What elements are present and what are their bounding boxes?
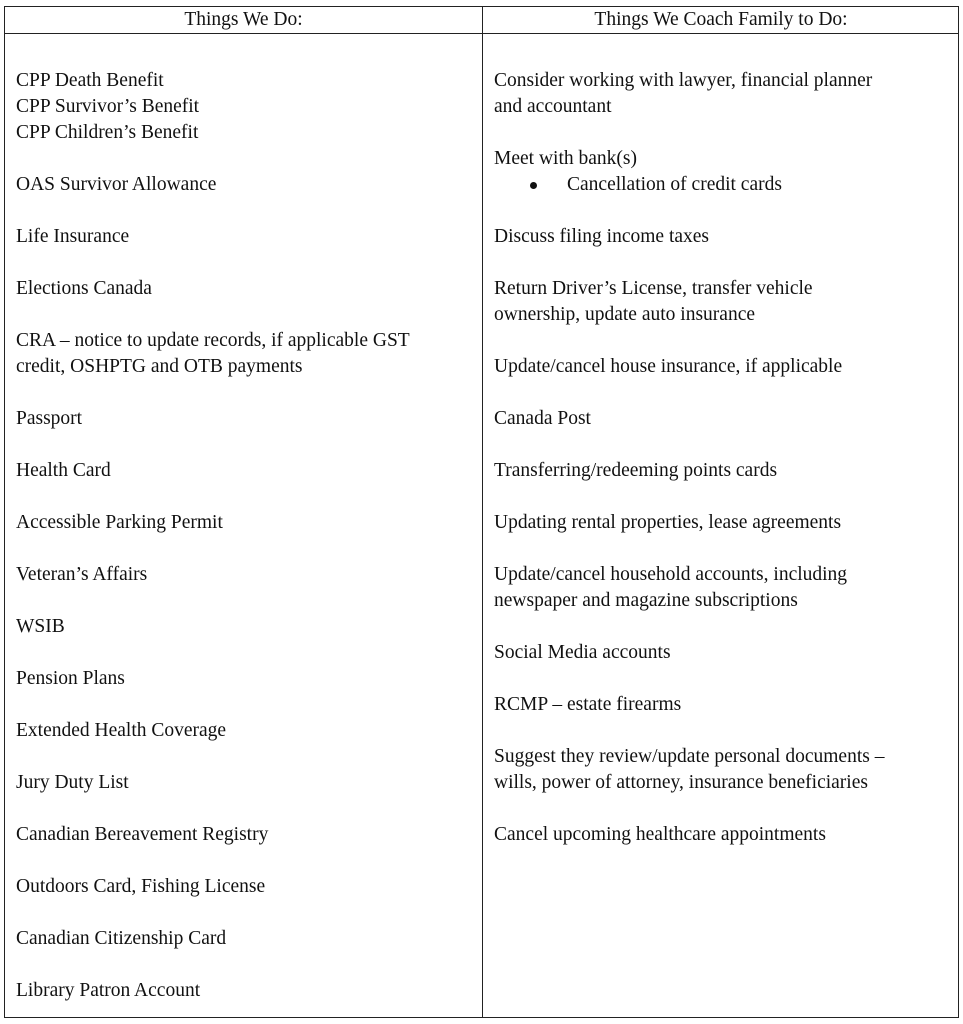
bullet-icon [530,182,537,189]
list-item [16,276,476,302]
item-line: Update/cancel house insurance, if applicable [494,356,843,377]
bullet-text: Cancellation of credit cards [567,174,782,195]
item-line: wills, power of attorney, insurance beneficiaries [494,772,868,793]
item-line: Accessible Parking Permit [16,512,223,533]
list-item [16,926,476,952]
list-item [16,406,476,432]
list-item [494,822,952,848]
list-item [494,744,952,796]
header-things-we-do: Things We Do: [184,9,303,30]
item-line: Canada Post [494,408,591,429]
item-line: Social Media accounts [494,642,671,663]
list-item [16,874,476,900]
item-line: Canadian Citizenship Card [16,928,227,949]
item-line: Return Driver’s License, transfer vehicle [494,278,813,299]
list-item [494,458,952,484]
list-item [16,614,476,640]
list-item [16,978,476,1004]
item-line: Update/cancel household accounts, including [494,564,848,585]
item-line: credit, OSHPTG and OTB payments [16,356,303,377]
item-line: CPP Death Benefit [16,70,164,91]
item-line: Consider working with lawyer, financial planner [494,70,873,91]
item-line: newspaper and magazine subscriptions [494,590,798,611]
list-item [16,666,476,692]
item-line: Extended Health Coverage [16,720,227,741]
list-item [16,718,476,744]
column-divider [482,7,483,1017]
item-line: Passport [16,408,83,429]
list-item [494,562,952,614]
item-line: Updating rental properties, lease agreements [494,512,842,533]
list-item [16,172,476,198]
list-item [16,510,476,536]
checklist-table [4,6,959,1018]
header-things-we-coach: Things We Coach Family to Do: [594,9,848,30]
item-line: Suggest they review/update personal documents – [494,746,885,767]
item-line: Pension Plans [16,668,125,689]
item-line: Jury Duty List [16,772,129,793]
item-line: Health Card [16,460,111,481]
bullet-item [494,172,952,198]
list-item [16,458,476,484]
list-item [494,354,952,380]
item-line: CRA – notice to update records, if applicable GST [16,330,410,351]
list-item [494,692,952,718]
item-line: WSIB [16,616,65,637]
item-line: Library Patron Account [16,980,201,1001]
list-item [494,276,952,328]
list-item [16,224,476,250]
item-line: Cancel upcoming healthcare appointments [494,824,826,845]
item-line: OAS Survivor Allowance [16,174,217,195]
list-item [16,770,476,796]
item-line: RCMP – estate firearms [494,694,682,715]
item-line: and accountant [494,96,612,117]
list-item [494,68,952,120]
list-item [16,822,476,848]
list-item [16,562,476,588]
list-item [16,328,476,380]
item-line: ownership, update auto insurance [494,304,756,325]
item-line: Discuss filing income taxes [494,226,710,247]
item-line: Elections Canada [16,278,152,299]
item-line: CPP Children’s Benefit [16,122,199,143]
item-line: CPP Survivor’s Benefit [16,96,200,117]
item-line: Meet with bank(s) [494,148,637,169]
list-item [494,224,952,250]
item-line: Veteran’s Affairs [16,564,148,585]
list-item [494,640,952,666]
item-line: Outdoors Card, Fishing License [16,876,266,897]
list-item [494,146,952,198]
list-item [494,510,952,536]
list-item [494,406,952,432]
item-line: Canadian Bereavement Registry [16,824,269,845]
item-line: Transferring/redeeming points cards [494,460,778,481]
list-item [16,68,476,146]
item-line: Life Insurance [16,226,130,247]
